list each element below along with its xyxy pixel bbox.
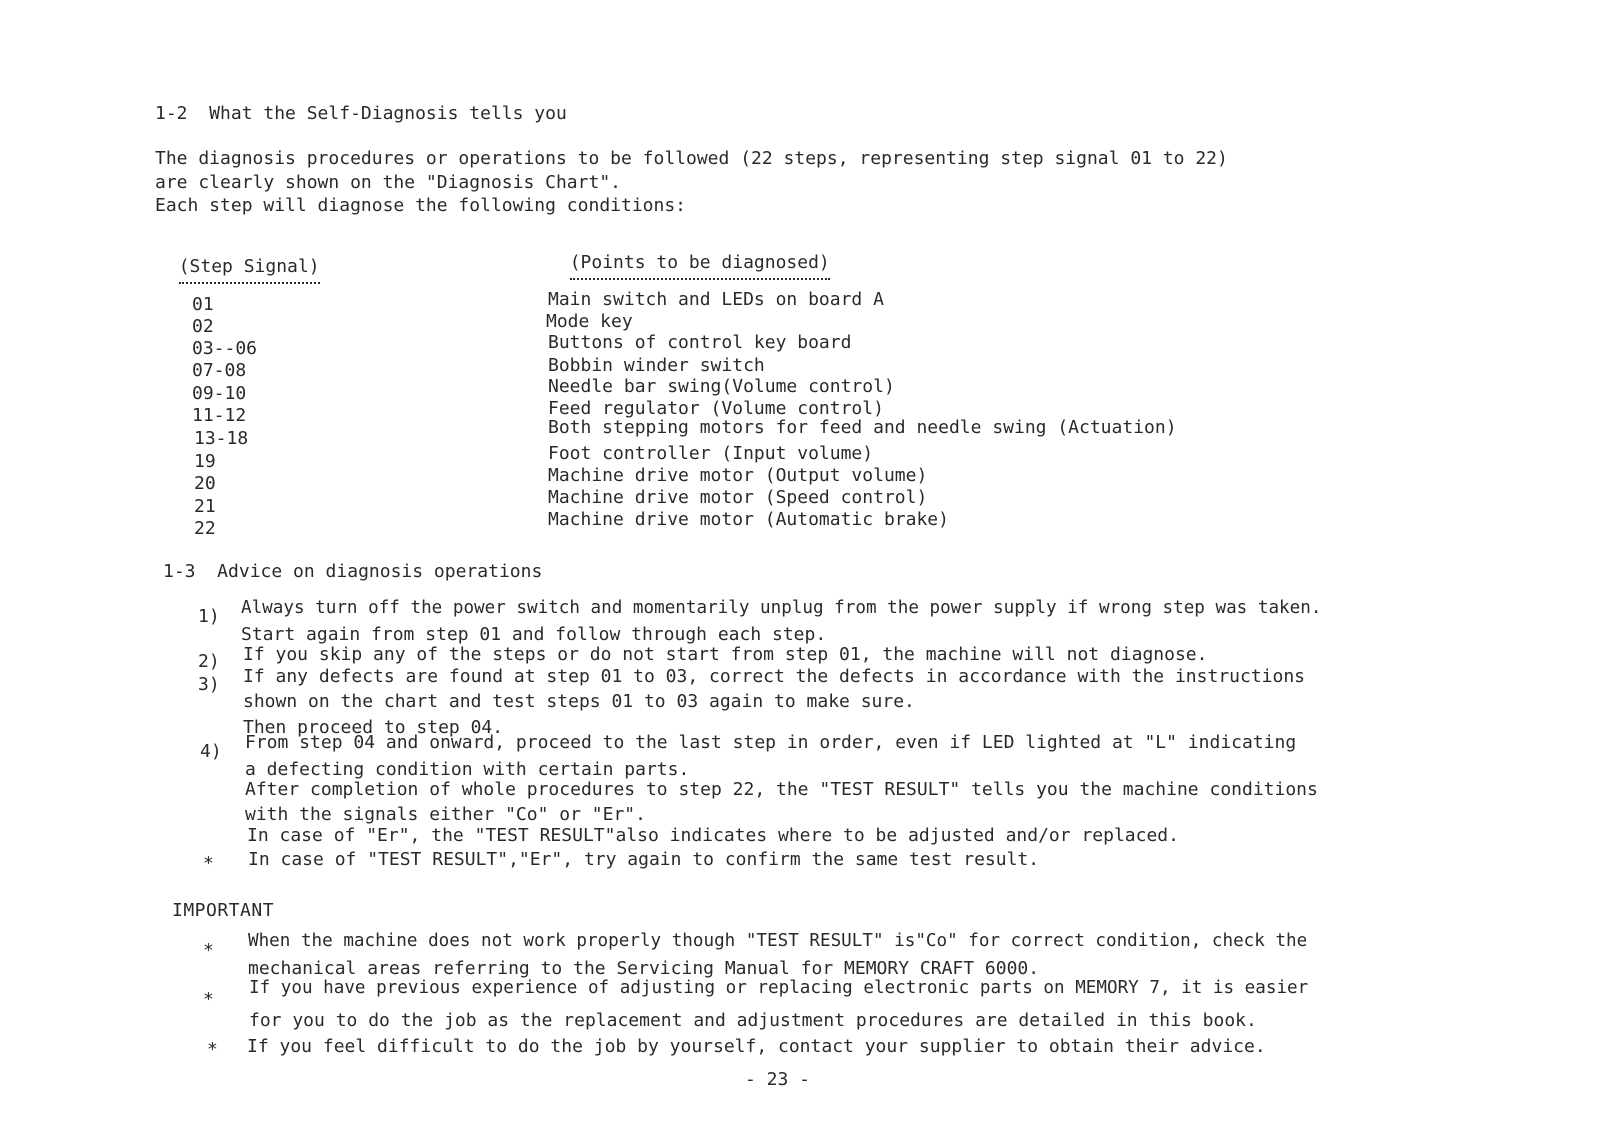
- advice-line: Then proceed to step 04.: [243, 717, 504, 738]
- step-point: Both stepping motors for feed and needle swing (Actuation): [548, 417, 1177, 438]
- important-line: mechanical areas referring to the Servicing Manual for MEMORY CRAFT 6000.: [248, 958, 1040, 979]
- advice-line: In case of "TEST RESULT","Er", try again to confirm the same test result.: [248, 849, 1040, 870]
- page-number: - 23 -: [745, 1069, 811, 1090]
- step-signal: 07-08: [192, 360, 247, 381]
- intro-line-3: Each step will diagnose the following conditions:: [155, 195, 687, 216]
- item-marker: *: [203, 853, 214, 874]
- advice-line: If any defects are found at step 01 to 03, correct the defects in accordance with the instructions: [243, 666, 1306, 687]
- step-point: Mode key: [546, 311, 633, 332]
- points-header-text: (Points to be diagnosed): [570, 254, 830, 280]
- step-signal: 09-10: [192, 383, 247, 404]
- step-signal: 20: [194, 473, 216, 494]
- step-signal-header-text: (Step Signal): [179, 258, 320, 284]
- important-heading: IMPORTANT: [172, 900, 275, 921]
- important-line: If you feel difficult to do the job by yourself, contact your supplier to obtain their advice.: [247, 1036, 1266, 1057]
- step-point: Foot controller (Input volume): [548, 443, 874, 464]
- important-line: for you to do the job as the replacement and adjustment procedures are detailed in this book.: [249, 1010, 1257, 1031]
- step-signal: 13-18: [194, 428, 249, 449]
- step-signal: 11-12: [192, 405, 247, 426]
- important-line: When the machine does not work properly though "TEST RESULT" is"Co" for correct condition, check the: [248, 931, 1308, 951]
- item-marker: *: [203, 940, 214, 961]
- step-point: Machine drive motor (Speed control): [548, 487, 928, 508]
- advice-line: Start again from step 01 and follow through each step.: [241, 624, 827, 645]
- step-point: Machine drive motor (Output volume): [548, 465, 928, 486]
- step-signal: 02: [192, 316, 214, 337]
- step-point: Bobbin winder switch: [548, 355, 765, 376]
- item-marker: *: [203, 989, 214, 1010]
- advice-line: After completion of whole procedures to step 22, the "TEST RESULT" tells you the machine conditions: [245, 779, 1318, 800]
- important-line: If you have previous experience of adjusting or replacing electronic parts on MEMORY 7, it is easier: [249, 978, 1309, 998]
- step-signal: 01: [192, 294, 214, 315]
- step-signal: 21: [194, 496, 216, 517]
- advice-line: If you skip any of the steps or do not start from step 01, the machine will not diagnose.: [243, 644, 1208, 665]
- step-point: Needle bar swing(Volume control): [548, 376, 895, 397]
- points-header: [548, 236, 830, 280]
- intro-line-2: are clearly shown on the "Diagnosis Chart".: [155, 172, 621, 193]
- item-marker: 3): [198, 674, 220, 695]
- item-marker: *: [207, 1039, 218, 1060]
- step-signal: 03--06: [192, 338, 258, 359]
- step-signal: 19: [194, 451, 216, 472]
- section-1-2-heading: 1-2 What the Self-Diagnosis tells you: [155, 103, 567, 124]
- advice-line: with the signals either "Co" or "Er".: [245, 804, 646, 825]
- intro-line-1: The diagnosis procedures or operations to be followed (22 steps, representing step signal 01 to 22): [155, 148, 1228, 169]
- advice-line: Always turn off the power switch and momentarily unplug from the power supply if wrong step was taken.: [241, 598, 1322, 618]
- item-marker: 2): [198, 651, 220, 672]
- step-signal: 22: [194, 518, 216, 539]
- section-1-3-heading: 1-3 Advice on diagnosis operations: [163, 561, 543, 582]
- advice-line: From step 04 and onward, proceed to the last step in order, even if LED lighted at "L" indicating: [245, 732, 1297, 753]
- step-point: Buttons of control key board: [548, 332, 852, 353]
- step-point: Feed regulator (Volume control): [548, 398, 884, 419]
- advice-line: a defecting condition with certain parts.: [245, 759, 690, 780]
- advice-line: In case of "Er", the "TEST RESULT"also indicates where to be adjusted and/or replaced.: [247, 825, 1179, 846]
- item-marker: 1): [198, 606, 220, 627]
- step-point: Main switch and LEDs on board A: [548, 289, 884, 310]
- step-point: Machine drive motor (Automatic brake): [548, 509, 949, 530]
- item-marker: 4): [200, 741, 222, 762]
- advice-line: shown on the chart and test steps 01 to 03 again to make sure.: [243, 691, 915, 712]
- step-signal-header: [157, 240, 320, 284]
